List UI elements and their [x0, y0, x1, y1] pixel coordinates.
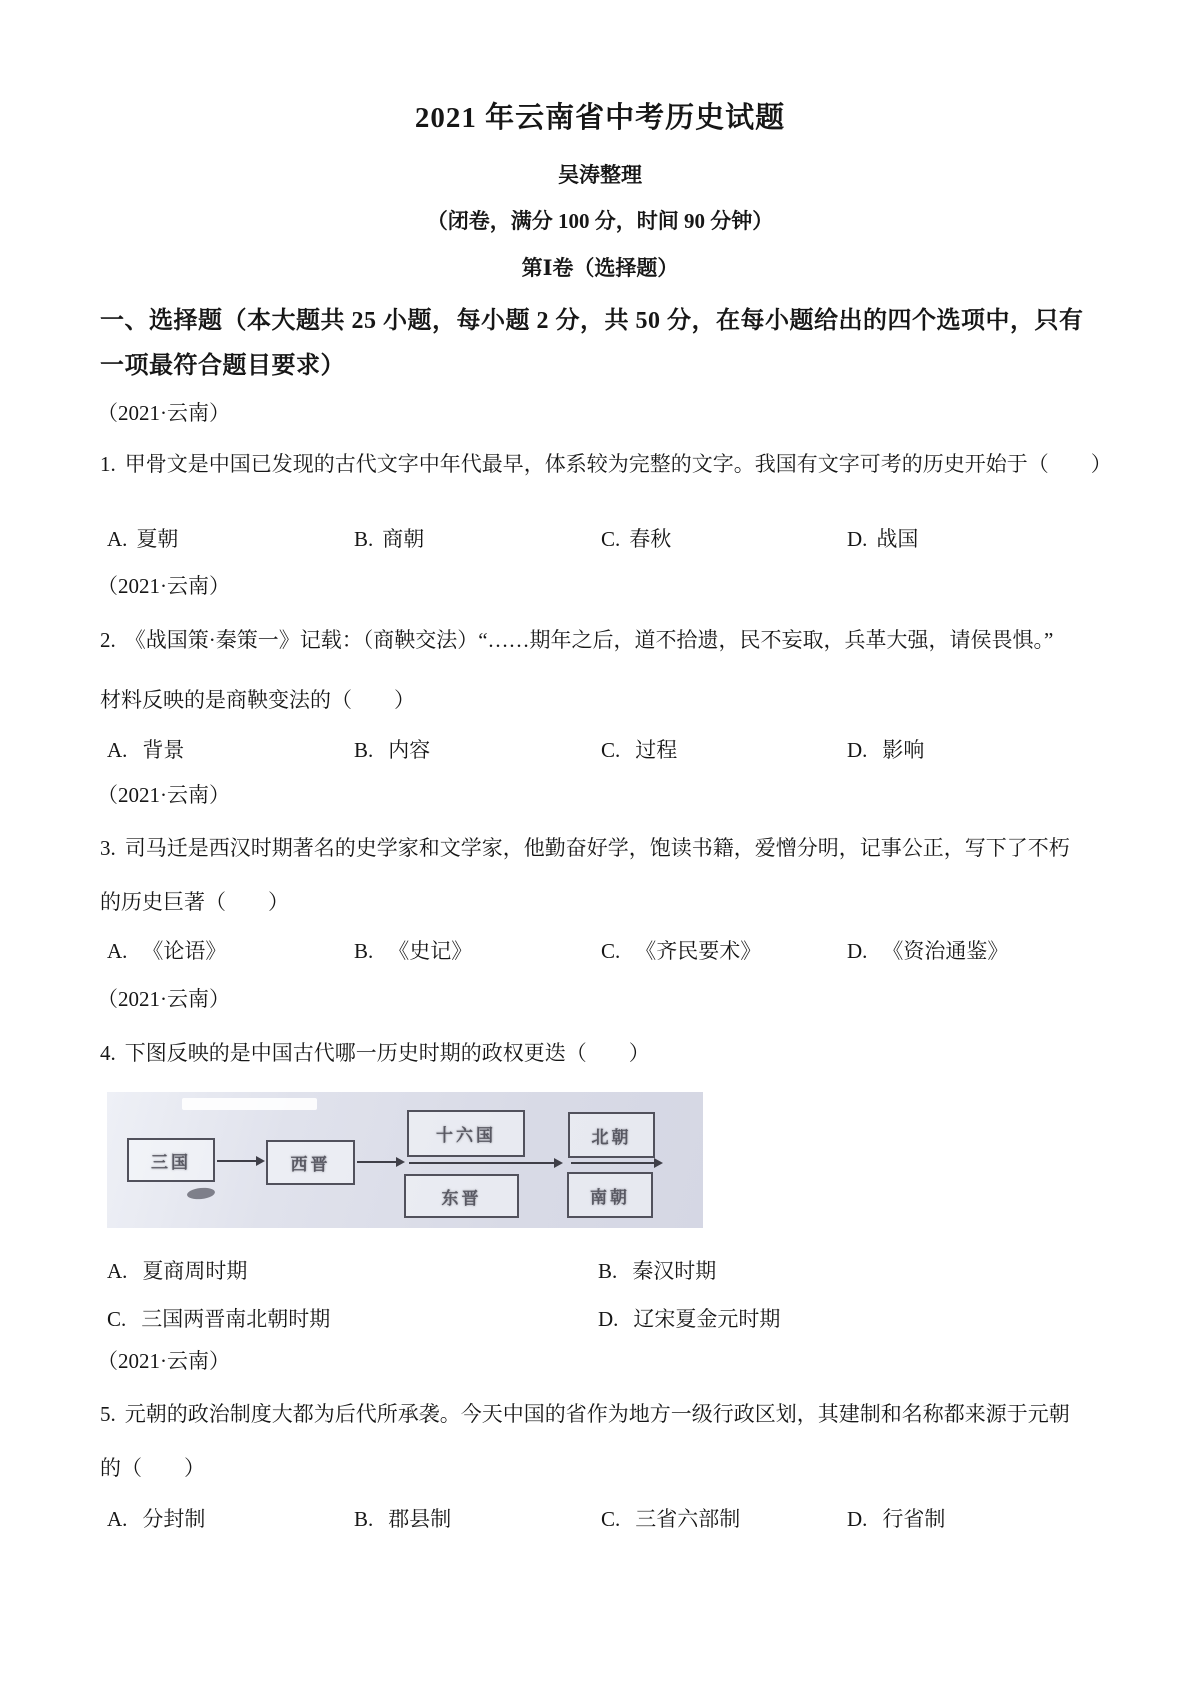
diagram-box-xijin: 西晋 — [266, 1140, 355, 1185]
question-text: 《战国策·秦策一》记载：（商鞅交法）“……期年之后，道不拾遗，民不妄取，兵革大强，请侯畏惧。” — [124, 628, 1054, 652]
dynasty-succession-diagram — [107, 1092, 703, 1228]
diagram-box-shiliuguo: 十六国 — [407, 1110, 525, 1157]
diagram-box-dongjin: 东晋 — [404, 1174, 519, 1218]
option-c: C. 过程 — [601, 738, 678, 762]
question-5-stem — [100, 1401, 1070, 1427]
option-c: C. 三国两晋南北朝时期 — [107, 1307, 331, 1331]
arrow-right-icon — [217, 1160, 257, 1162]
diagram-box-nanchao: 南朝 — [567, 1172, 653, 1218]
option-a: A. 背景 — [107, 738, 185, 762]
section-heading-line-1: 一、选择题（本大题共 25 小题，每小题 2 分，共 50 分，在每小题给出的四个选项中，只有 — [100, 308, 1084, 334]
source-tag: （2021·云南） — [97, 987, 230, 1011]
source-tag: （2021·云南） — [97, 1349, 230, 1373]
scan-artifact — [187, 1187, 216, 1201]
option-a: A. 分封制 — [107, 1507, 206, 1531]
question-number: 1. — [100, 452, 116, 476]
question-text: 元朝的政治制度大都为后代所承袭。今天中国的省作为地方一级行政区划，其建制和名称都来源于元朝 — [124, 1402, 1070, 1426]
arrow-right-icon — [571, 1162, 655, 1164]
question-2-stem-continued: 材料反映的是商鞅变法的（ ） — [100, 688, 415, 712]
option-c: C. 三省六部制 — [601, 1507, 741, 1531]
diagram-box-sanguo: 三国 — [127, 1138, 215, 1182]
exam-rules-line: （闭卷，满分 100 分，时间 90 分钟） — [426, 209, 774, 233]
option-a: A. 夏朝 — [107, 527, 179, 551]
option-b: B. 商朝 — [354, 527, 425, 551]
question-text: 下图反映的是中国古代哪一历史时期的政权更迭（ ） — [124, 1041, 650, 1065]
option-b: B. 内容 — [354, 738, 431, 762]
question-number: 4. — [100, 1041, 116, 1065]
arrow-right-icon — [357, 1161, 397, 1163]
option-b: B. 《史记》 — [354, 939, 473, 963]
exam-title: 2021 年云南省中考历史试题 — [414, 102, 786, 134]
question-number: 5. — [100, 1402, 116, 1426]
question-1-stem — [100, 451, 1112, 477]
arrow-right-icon — [409, 1162, 555, 1164]
question-number: 2. — [100, 628, 116, 652]
option-c: C. 春秋 — [601, 527, 672, 551]
source-tag: （2021·云南） — [97, 401, 230, 425]
question-2-stem — [100, 627, 1053, 653]
question-text: 司马迁是西汉时期著名的史学家和文学家，他勤奋好学，饱读书籍，爱憎分明，记事公正，写下了不朽 — [124, 836, 1070, 860]
question-3-stem-continued: 的历史巨著（ ） — [100, 890, 289, 914]
question-3-stem — [100, 835, 1070, 861]
part-heading: 第Ⅰ卷（选择题） — [521, 256, 679, 280]
source-tag: （2021·云南） — [97, 783, 230, 807]
option-d: D. 辽宋夏金元时期 — [598, 1307, 781, 1331]
option-d: D. 战国 — [847, 527, 919, 551]
question-text: 甲骨文是中国已发现的古代文字中年代最早，体系较为完整的文字。我国有文字可考的历史开始于（ ） — [124, 452, 1112, 476]
compiler-line: 吴涛整理 — [558, 163, 642, 187]
option-a: A. 《论语》 — [107, 939, 227, 963]
option-d: D. 《资治通鉴》 — [847, 939, 1009, 963]
question-4-stem — [100, 1040, 650, 1066]
section-heading-line-2: 一项最符合题目要求） — [100, 353, 345, 379]
scan-artifact — [182, 1098, 317, 1110]
option-c: C. 《齐民要术》 — [601, 939, 762, 963]
question-5-stem-continued: 的（ ） — [100, 1456, 205, 1480]
source-tag: （2021·云南） — [97, 574, 230, 598]
question-number: 3. — [100, 836, 116, 860]
option-d: D. 影响 — [847, 738, 925, 762]
option-b: B. 秦汉时期 — [598, 1259, 717, 1283]
option-b: B. 郡县制 — [354, 1507, 452, 1531]
diagram-box-beichao: 北朝 — [568, 1112, 655, 1158]
option-d: D. 行省制 — [847, 1507, 946, 1531]
option-a: A. 夏商周时期 — [107, 1259, 248, 1283]
